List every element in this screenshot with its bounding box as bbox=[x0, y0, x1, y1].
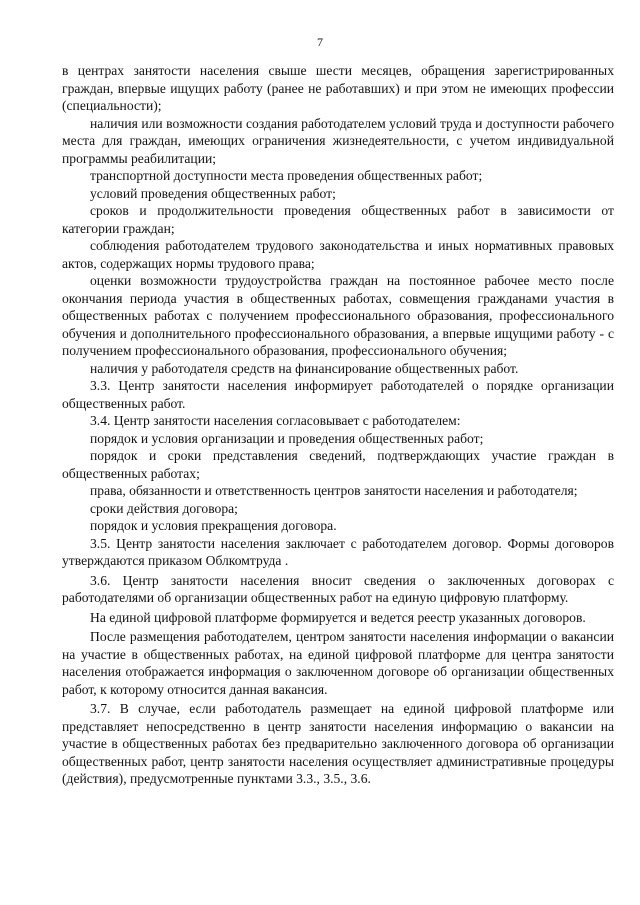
paragraph: сроков и продолжительности проведения общественных работ в зависимости от категории граждан; bbox=[62, 203, 614, 236]
paragraph: 3.6. Центр занятости населения вносит сведения о заключенных договорах с работодателями об организации общественных работ на единую цифровую платформу. bbox=[62, 572, 614, 605]
paragraph: сроки действия договора; bbox=[90, 500, 238, 516]
paragraph: в центрах занятости населения свыше шести месяцев, обращения зарегистрированных граждан, впервые ищущих работу (ранее не работавших) и при этом не имеющих профессии (специальности); bbox=[62, 63, 614, 113]
paragraph: наличия у работодателя средств на финансирование общественных работ. bbox=[90, 360, 519, 376]
paragraph: На единой цифровой платформе формируется и ведется реестр указанных договоров. bbox=[90, 609, 586, 625]
paragraph: порядок и условия организации и проведения общественных работ; bbox=[90, 430, 484, 446]
paragraph: соблюдения работодателем трудового законодательства и иных нормативных правовых актов, содержащих нормы трудового права; bbox=[62, 238, 614, 271]
paragraph: наличия или возможности создания работодателем условий труда и доступности рабочего места для граждан, имеющих ограничения жизнедеятельности, с учетом индивидуальной программы реабилитации; bbox=[62, 115, 614, 166]
paragraph: транспортной доступности места проведения общественных работ; bbox=[90, 168, 483, 183]
paragraph: 3.7. В случае, если работодатель размещает на единой цифровой платформе или представляет непосредственно в центр занятости населения информацию о вакансии на участие в общественных работах без предварительно заключенного договора об организации общественных работ, центр занятости населения осуществляет административные процедуры (действия), предусмотренные пунктами 3.3., 3.5., 3.6. bbox=[62, 701, 614, 786]
paragraph: права, обязанности и ответственность центров занятости населения и работодателя; bbox=[90, 483, 578, 498]
paragraph: После размещения работодателем, центром занятости населения информации о вакансии на участие в общественных работах, на единой цифровой платформе для центра занятости населения отображается информация о заключенном договоре об организации общественных работ, к которому относится данная вакансия. bbox=[62, 629, 614, 697]
paragraph: 3.3. Центр занятости населения информирует работодателей о порядке организации общественных работ. bbox=[62, 378, 614, 411]
paragraph: порядок и сроки представления сведений, подтверждающих участие граждан в общественных работах; bbox=[62, 448, 614, 481]
paragraph: 3.5. Центр занятости населения заключает с работодателем договор. Формы договоров утверждаются приказом Облкомтруда . bbox=[62, 535, 614, 568]
paragraph: порядок и условия прекращения договора. bbox=[90, 518, 337, 533]
paragraph: оценки возможности трудоустройства граждан на постоянное рабочее место после окончания периода участия в общественных работах, совмещения гражданами участия в общественных работах с получением профессионального образования, профессионального обучения и дополнительного профессионального образования, а впервые ищущими работу - с получением профессионального образования, профессионального обучения; bbox=[62, 273, 614, 358]
paragraph: 3.4. Центр занятости населения согласовывает с работодателем: bbox=[90, 413, 461, 428]
paragraph: условий проведения общественных работ; bbox=[90, 185, 336, 201]
page-number: 7 bbox=[317, 35, 323, 49]
document-body bbox=[62, 62, 614, 788]
